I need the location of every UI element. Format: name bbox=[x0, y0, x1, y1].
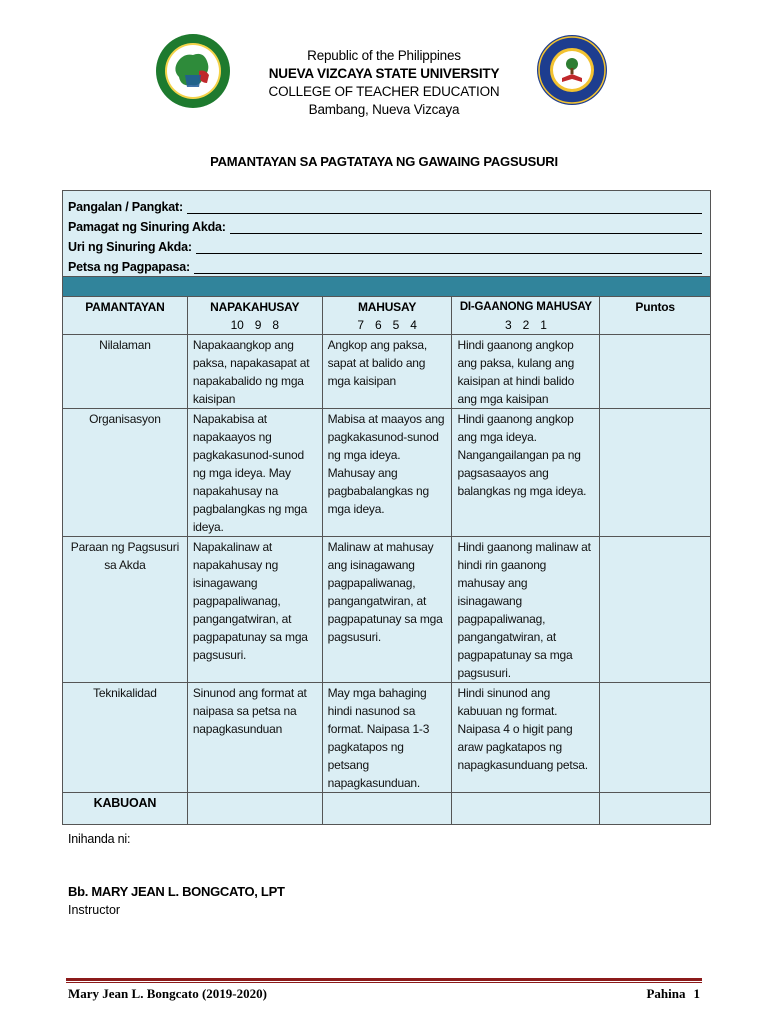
total-score-cell[interactable] bbox=[600, 793, 711, 825]
submission-date-field[interactable] bbox=[68, 254, 702, 274]
header-criteria: PAMANTAYAN bbox=[63, 297, 188, 335]
total-label: KABUOAN bbox=[63, 793, 188, 825]
total-excellent-cell[interactable] bbox=[187, 793, 322, 825]
country-line: Republic of the Philippines bbox=[307, 48, 461, 63]
work-title-blank-line[interactable] bbox=[230, 221, 702, 234]
score-cell[interactable] bbox=[600, 683, 711, 793]
total-fair-cell[interactable] bbox=[452, 793, 600, 825]
score-cell[interactable] bbox=[600, 409, 711, 537]
score-cell[interactable] bbox=[600, 537, 711, 683]
fair-cell: Hindi gaanong angkop ang paksa, kulang ang kaisipan at hindi balido ang mga kaisipan bbox=[452, 335, 600, 409]
header-good-label: MAHUSAY bbox=[357, 300, 417, 314]
footer-rule bbox=[66, 978, 702, 981]
good-cell: Mabisa at maayos ang pagkakasunod-sunod ng mga ideya. Mahusay ang pagbabalangkas ng mga ideya. bbox=[322, 409, 452, 537]
location-line: Bambang, Nueva Vizcaya bbox=[308, 102, 460, 117]
name-label: Pangalan / Pangkat: bbox=[68, 200, 183, 214]
prepared-by-label: Inihanda ni: bbox=[68, 832, 131, 846]
good-cell: Malinaw at mahusay ang isinagawang pagpapaliwanag, pangangatwiran, at pagpapatunay sa mga pagsusuri. bbox=[322, 537, 452, 683]
fair-cell: Hindi sinunod ang kabuuan ng format. Naipasa 4 o higit pang araw pagkatapos ng napagkasunduang petsa. bbox=[452, 683, 600, 793]
college-name: COLLEGE OF TEACHER EDUCATION bbox=[268, 84, 500, 99]
page-title: PAMANTAYAN SA PAGTATAYA NG GAWAING PAGSUSURI bbox=[210, 154, 558, 169]
footer-page bbox=[646, 986, 700, 1002]
table-row bbox=[63, 683, 711, 793]
work-type-blank-line[interactable] bbox=[196, 241, 702, 254]
header-good-points: 7 6 5 4 bbox=[357, 318, 417, 332]
work-title-field[interactable] bbox=[68, 214, 702, 234]
submission-date-blank-line[interactable] bbox=[194, 261, 702, 274]
excellent-cell: Sinunod ang format at naipasa sa petsa na napagkasunduan bbox=[187, 683, 322, 793]
header-good bbox=[322, 297, 452, 335]
excellent-cell: Napakabisa at napakaayos ng pagkakasunod-sunod ng mga ideya. May napakahusay na pagbalangkas ng mga ideya. bbox=[187, 409, 322, 537]
page-label: Pahina bbox=[646, 986, 686, 1001]
criterion-cell: Teknikalidad bbox=[63, 683, 188, 793]
table-header-row bbox=[63, 297, 711, 335]
excellent-cell: Napakaangkop ang paksa, napakasapat at napakabalido ng mga kaisipan bbox=[187, 335, 322, 409]
signer-name: Bb. MARY JEAN L. BONGCATO, LPT bbox=[68, 884, 285, 899]
header-score: Puntos bbox=[600, 297, 711, 335]
page-number: 1 bbox=[693, 986, 700, 1001]
table-row bbox=[63, 537, 711, 683]
good-cell: Angkop ang paksa, sapat at balido ang mga kaisipan bbox=[322, 335, 452, 409]
score-cell[interactable] bbox=[600, 335, 711, 409]
fair-cell: Hindi gaanong angkop ang mga ideya. Nangangailangan pa ng pagsasaayos ang balangkas ng mga ideya. bbox=[452, 409, 600, 537]
student-info-box bbox=[62, 190, 711, 277]
signer-role: Instructor bbox=[68, 903, 121, 917]
criterion-cell: Nilalaman bbox=[63, 335, 188, 409]
document-header bbox=[0, 47, 768, 119]
good-cell: May mga bahaging hindi nasunod sa format. Naipasa 1-3 pagkatapos ng petsang napagkasunduan. bbox=[322, 683, 452, 793]
total-good-cell[interactable] bbox=[322, 793, 452, 825]
table-row bbox=[63, 409, 711, 537]
criterion-cell: Paraan ng Pagsusuri sa Akda bbox=[63, 537, 188, 683]
work-type-label: Uri ng Sinuring Akda: bbox=[68, 240, 192, 254]
header-excellent bbox=[187, 297, 322, 335]
criterion-cell: Organisasyon bbox=[63, 409, 188, 537]
submission-date-label: Petsa ng Pagpapasa: bbox=[68, 260, 190, 274]
header-fair-points: 3 2 1 bbox=[505, 318, 547, 332]
header-excellent-points: 10 9 8 bbox=[230, 318, 279, 332]
header-fair bbox=[452, 297, 600, 335]
footer-rule-thin bbox=[66, 982, 702, 983]
footer-author: Mary Jean L. Bongcato (2019-2020) bbox=[68, 986, 267, 1001]
work-title-label: Pamagat ng Sinuring Akda: bbox=[68, 220, 226, 234]
name-blank-line[interactable] bbox=[187, 201, 702, 214]
table-row bbox=[63, 335, 711, 409]
rubric-table bbox=[62, 296, 711, 825]
header-fair-label: DI-GAANONG MAHUSAY bbox=[459, 301, 592, 313]
section-divider-bar bbox=[62, 277, 711, 296]
excellent-cell: Napakalinaw at napakahusay ng isinagawang pagpapaliwanag, pangangatwiran, at pagpapatunay sa mga pagsusuri. bbox=[187, 537, 322, 683]
header-excellent-label: NAPAKAHUSAY bbox=[210, 300, 300, 314]
fair-cell: Hindi gaanong malinaw at hindi rin gaanong mahusay ang isinagawang pagpapaliwanag, pangangatwiran, at pagpapatunay sa mga pagsusuri. bbox=[452, 537, 600, 683]
work-type-field[interactable] bbox=[68, 234, 702, 254]
university-name: NUEVA VIZCAYA STATE UNIVERSITY bbox=[268, 66, 500, 81]
total-row bbox=[63, 793, 711, 825]
name-field[interactable] bbox=[68, 194, 702, 214]
